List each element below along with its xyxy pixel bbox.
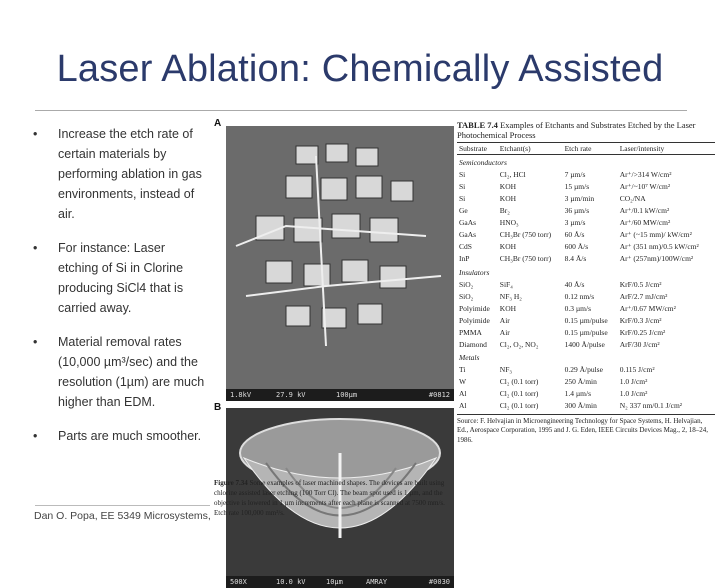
table-cell: Air (499, 327, 510, 337)
table-section-heading: Semiconductors (459, 158, 507, 167)
figure-caption (214, 478, 454, 518)
sem-a-right: #0812 (428, 391, 450, 399)
table-cell: Ar⁺/0.1 kW/cm² (619, 206, 670, 215)
table-cell: 8.4 Å/s (564, 254, 587, 263)
table-row (457, 253, 715, 265)
title-divider (35, 110, 687, 111)
table-cell: Ar⁺/~10⁷ W/cm² (619, 182, 671, 191)
bullet-item (30, 332, 208, 412)
table-cell: KOH (499, 194, 517, 203)
bullet-dot-icon: • (33, 241, 38, 255)
table-caption (457, 120, 715, 140)
table-source-note: Source: F. Helvajian in Microengineering Technology for Space Systems, H. Helvajian, Ed., Aerospace Corporation, 1995 and J. G. Eden, IEEE Circuits Devices Mag., 2, 18–24, 1986. (457, 414, 715, 446)
figure-caption-text: Some examples of laser machined shapes. The devices are built using chlorine assisted laser etching (100 Torr Cl). The beam spot used is 1 µm, and the objective is lowered in 1 µm increments after each plane is scanned at 7500 mm/s. Etch rate 100,000 mm³/s. (214, 479, 445, 517)
etchant-table (457, 120, 715, 445)
table-row (457, 400, 715, 412)
table-cell: Ar⁺ (257nm)/100W/cm² (619, 254, 694, 263)
table-row (457, 314, 715, 326)
table-cell: Ar⁺ (~15 mm)/ kW/cm² (619, 230, 692, 239)
table-row (457, 278, 715, 290)
table-cell: CH₃Br (750 torr) (499, 254, 552, 263)
table-section-row (457, 350, 715, 364)
table-label: TABLE 7.4 (457, 120, 498, 130)
table-cell: Cl₂ (0.1 torr) (499, 401, 539, 410)
table-cell: KrF/0.25 J/cm² (619, 327, 666, 337)
sem-image-a-graphic (226, 126, 454, 389)
table-cell: KrF/0.3 J/cm² (619, 315, 662, 325)
bullet-dot-icon: • (33, 335, 38, 349)
table-row (457, 169, 715, 181)
micrograph-figure (214, 118, 454, 586)
table-row (457, 326, 715, 338)
table-cell: 0.115 J/cm² (619, 365, 655, 374)
table-row (457, 229, 715, 241)
table-cell: 1.4 µm/s (564, 389, 591, 398)
table-cell: 15 µm/s (564, 182, 590, 191)
table-row (457, 338, 715, 350)
bullet-text: For instance: Laser etching of Si in Clorine producing SiCl4 that is carried away. (58, 241, 184, 315)
table-cell: 600 Å/s (564, 242, 589, 251)
table-cell: 40 Å/s (564, 279, 585, 289)
table-row (457, 205, 715, 217)
table-cell: CdS (459, 242, 472, 251)
table-cell: 36 µm/s (564, 206, 590, 215)
table-cell: 300 Å/min (564, 401, 597, 410)
table-cell: NF₃ (499, 365, 512, 374)
sem-b-info-bar (226, 576, 454, 588)
table-cell: Si (459, 182, 466, 191)
table-cell: Cl₂, O₂, NO₂ (499, 339, 539, 349)
table-cell: Cl₂ (0.1 torr) (499, 377, 539, 386)
bullet-text: Material removal rates (10,000 µm³/sec) and the resolution (1µm) are much higher than EDM. (58, 335, 205, 409)
sem-a-left: 1.8kV (230, 391, 252, 399)
table-cell: KOH (499, 242, 517, 251)
table-section-heading: Metals (459, 353, 480, 362)
table-cell: InP (459, 254, 470, 263)
table-cell: Ar⁺/60 MW/cm² (619, 218, 671, 227)
table-cell: 0.15 µm/pulse (564, 327, 608, 337)
footer-text: Dan O. Popa, EE 5349 Microsystems, (34, 510, 211, 522)
bullet-text: Parts are much smoother. (58, 429, 202, 443)
table-cell: 0.3 µm/s (564, 303, 591, 313)
table-cell: Br₂ (499, 206, 510, 215)
table-cell: Cl₂, HCl (499, 170, 526, 179)
sem-b-scale: 10µm (326, 578, 343, 586)
table-cell: NF₃ H₂ (499, 291, 522, 301)
table-cell: SiF₄ (499, 279, 513, 289)
table-cell: N₂ 337 nm/0.1 J/cm² (619, 401, 683, 410)
table-cell: Ar⁺/0.67 MW/cm² (619, 303, 676, 313)
bullet-list (30, 124, 208, 460)
table-cell: 1.0 J/cm² (619, 377, 648, 386)
table-header-cell: Etch rate (563, 143, 618, 155)
table-cell: Si (459, 194, 466, 203)
table-cell: Al (459, 401, 467, 410)
table-cell: Polyimide (459, 303, 490, 313)
table-row (457, 388, 715, 400)
table-cell: ArF/30 J/cm² (619, 339, 660, 349)
bullet-item (30, 426, 208, 446)
bullet-dot-icon: • (33, 429, 38, 443)
table-cell: Si (459, 170, 466, 179)
table-cell: 0.29 Å/pulse (564, 365, 603, 374)
footer-divider (35, 505, 210, 506)
table-section-row (457, 155, 715, 169)
bullet-item (30, 238, 208, 318)
panel-b-label: B (214, 402, 222, 413)
table-cell: 60 Å/s (564, 230, 585, 239)
table-row (457, 217, 715, 229)
sem-b-brand: AMRAY (366, 578, 388, 586)
table-cell: 1400 Å/pulse (564, 339, 605, 349)
table-cell: KrF/0.5 J/cm² (619, 279, 662, 289)
table-cell: 250 Å/min (564, 377, 597, 386)
sem-b-left: 500X (230, 578, 247, 586)
table-cell: HNO₃ (499, 218, 519, 227)
table-cell: SiO₂ (459, 279, 474, 289)
table-cell: KOH (499, 303, 517, 313)
table-cell: 3 µm/min (564, 194, 595, 203)
table-cell: Al (459, 389, 467, 398)
table-cell: CO₂/NA (619, 194, 646, 203)
bullet-dot-icon: • (33, 127, 38, 141)
table-cell: Cl₂ (0.1 torr) (499, 389, 539, 398)
table-caption-text: Examples of Etchants and Substrates Etched by the Laser Photochemical Process (457, 120, 696, 140)
table-section-heading: Insulators (459, 267, 490, 277)
table-cell: Polyimide (459, 315, 490, 325)
table-row (457, 241, 715, 253)
table-body (457, 142, 715, 412)
sem-b-right: #0030 (428, 578, 450, 586)
slide-title: Laser Ablation: Chemically Assisted (56, 48, 664, 90)
table-cell: Air (499, 315, 510, 325)
table-row (457, 290, 715, 302)
table-cell: GaAs (459, 230, 477, 239)
sem-a-mid: 27.9 kV (276, 391, 306, 399)
bullet-text: Increase the etch rate of certain materials by performing ablation in gas environments, instead of air. (58, 127, 202, 221)
table-header-cell: Laser/intensity (618, 143, 715, 155)
table-cell: SiO₂ (459, 291, 474, 301)
table-rows (457, 155, 715, 412)
table-row (457, 181, 715, 193)
table-cell: Ti (459, 365, 466, 374)
table-cell: Ge (459, 206, 468, 215)
figure-caption-label: Figure 7.34 (214, 479, 248, 487)
table-cell: Ar⁺ (351 nm)/0.5 kW/cm² (619, 242, 699, 251)
table-cell: Diamond (459, 339, 487, 349)
table-cell: 0.15 µm/pulse (564, 315, 608, 325)
table-cell: ArF/2.7 mJ/cm² (619, 291, 668, 301)
table-cell: CH₃Br (750 torr) (499, 230, 552, 239)
table-cell: KOH (499, 182, 517, 191)
table-row (457, 193, 715, 205)
table-cell: GaAs (459, 218, 477, 227)
table-section-row (457, 265, 715, 279)
table-row (457, 364, 715, 376)
table-cell: W (459, 377, 467, 386)
sem-b-mid: 10.0 kV (276, 578, 306, 586)
sem-image-a (226, 126, 454, 401)
table-cell: 0.12 nm/s (564, 291, 595, 301)
table-header-cell: Substrate (457, 143, 498, 155)
table-cell: 3 µm/s (564, 218, 586, 227)
table-cell: Ar⁺/>314 W/cm² (619, 170, 672, 179)
bullet-item (30, 124, 208, 224)
panel-a-label: A (214, 118, 222, 129)
table-row (457, 302, 715, 314)
table-header-row (457, 143, 715, 155)
table-cell: PMMA (459, 327, 482, 337)
table-cell: 1.0 J/cm² (619, 389, 648, 398)
table-header-cell: Etchant(s) (498, 143, 563, 155)
sem-a-info-bar (226, 389, 454, 401)
table-row (457, 376, 715, 388)
sem-a-scale: 100µm (336, 391, 358, 399)
table-cell: 7 µm/s (564, 170, 586, 179)
